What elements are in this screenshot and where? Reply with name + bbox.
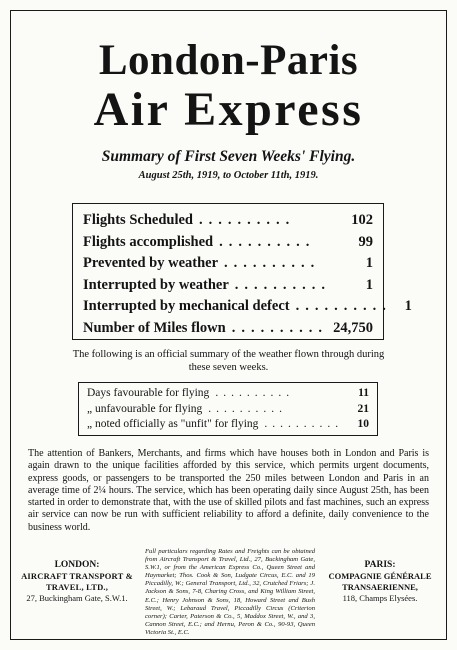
leader-dots: .......... [208, 402, 288, 415]
stat-label: Interrupted by weather [83, 276, 229, 293]
stat-row [83, 210, 373, 232]
weather-row [87, 386, 369, 402]
weather-label: „ noted officially as "unfit" for flying [87, 418, 259, 430]
stat-label: Flights accomplished [83, 233, 214, 250]
weather-value: 21 [357, 402, 369, 415]
london-company-line-1: AIRCRAFT TRANSPORT & [21, 571, 133, 581]
stat-value: 102 [351, 212, 373, 228]
london-office-block [18, 560, 136, 604]
stat-row [83, 232, 373, 254]
weather-summary-box [78, 382, 378, 436]
leader-dots: .......... [295, 298, 392, 314]
weather-intro-text: The following is an official summary of the weather flown through during these seven weeks. [72, 349, 385, 373]
weather-label: „ unfavourable for flying [87, 402, 203, 415]
weather-value: 11 [358, 387, 369, 399]
stat-value: 1 [365, 255, 373, 271]
weather-row [87, 402, 369, 418]
weather-value: 10 [357, 418, 369, 430]
paris-company-line-1: COMPAGNIE GÉNÉRALE [328, 571, 432, 581]
leader-dots: .......... [231, 319, 328, 336]
leader-dots: .......... [215, 387, 295, 399]
leader-dots: .......... [264, 418, 344, 430]
stat-row [83, 275, 373, 297]
leader-dots: .......... [234, 276, 332, 293]
paris-city-label: PARIS: [364, 560, 396, 570]
agents-fine-print: Full particulars regarding Rates and Freights can be obtained from Aircraft Transport & Travel, Ltd., 27, Buckingham Gate, S.W.1, or from the American Express Co., Queen Street and Haymarket; Thos. Cook & Son, Ludgate Circus, E.C. and 19 Piccadilly, W.; General Transport, Ltd., 32, Crutched Friars; J. Jackson & Sons, 7-8, Charing Cross, and King William Street, E.C.; Henry Johnson & Sons, 18, Howard Street and Bush Street, W.; Lebaraud Travel, Piccadilly Circus (Criterion corner); Carter, Paterson & Co., 5, Maddox Street, W., and 3, Cannon Street, E.C.; and Hernu, Peron & Co., 90-93, Queen Victoria St., E.C. [145, 548, 315, 636]
stat-row [83, 318, 373, 340]
london-address: 27, Buckingham Gate, S.W.1. [26, 593, 128, 603]
stat-value: 1 [365, 276, 373, 293]
weather-row [87, 417, 369, 433]
leader-dots: .......... [219, 233, 316, 250]
stat-label: Interrupted by mechanical defect [83, 298, 290, 314]
stat-label: Flights Scheduled [83, 212, 193, 228]
stat-row [83, 296, 412, 318]
leader-dots: .......... [224, 255, 321, 271]
stat-label: Prevented by weather [83, 255, 219, 271]
body-paragraph: The attention of Bankers, Merchants, and firms which have houses both in London and Paris is again drawn to the unique facilities afforded by this service, which permits urgent documents, express goods, or passengers to be transported the 250 miles between London and Paris in an average time of 2¼ hours. The service, which has been operating daily since August 25th, has been started in order to demonstrate that, with the use of skilled pilots and fast machines, such an express air service can now be run with sufficient reliability to afford a definite, daily convenience to the business world. [28, 448, 429, 533]
stat-value: 1 [404, 298, 412, 314]
headline-line-1: London-Paris [98, 37, 359, 84]
paris-company-line-2: TRANSAERIENNE, [342, 582, 418, 592]
paris-address: 118, Champs Elysées. [342, 593, 418, 603]
stat-value: 24,750 [333, 319, 373, 336]
paris-office-block [321, 560, 439, 604]
subtitle: Summary of First Seven Weeks' Flying. [101, 148, 356, 165]
leader-dots: .......... [198, 212, 296, 228]
london-city-label: LONDON: [54, 560, 100, 570]
weather-label: Days favourable for flying [87, 387, 210, 399]
stat-row [83, 253, 373, 275]
stat-label: Number of Miles flown [83, 319, 226, 336]
stat-value: 99 [358, 233, 373, 250]
london-company-line-2: TRAVEL, LTD., [45, 582, 109, 592]
headline-line-2: Air Express [93, 83, 364, 136]
date-range: August 25th, 1919, to October 11th, 1919. [138, 170, 319, 181]
flight-statistics-box [72, 203, 412, 340]
